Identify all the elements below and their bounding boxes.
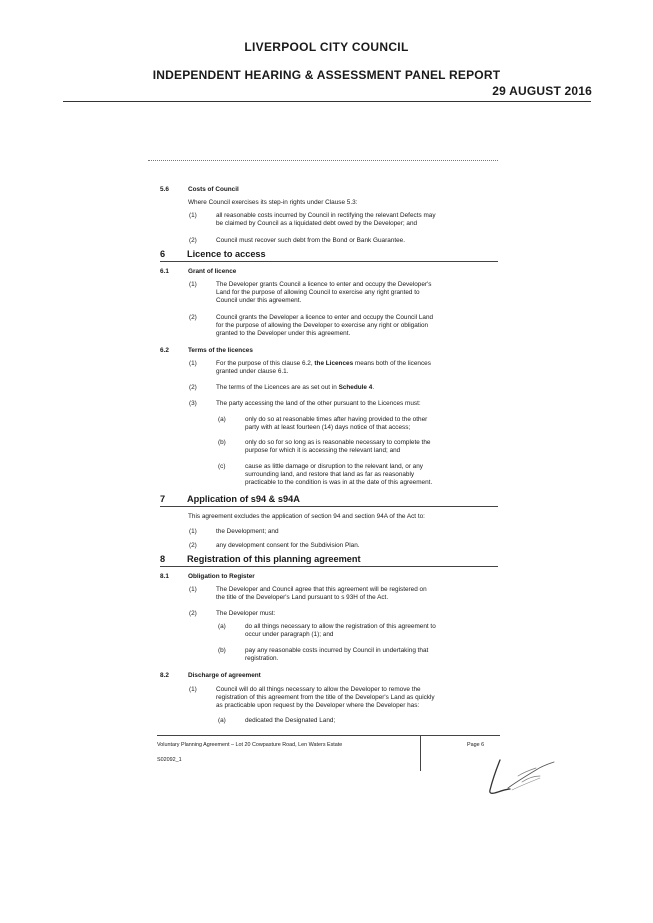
item-text-line <box>216 384 498 392</box>
item-text-line: Council must recover such debt from the Bond or Bank Guarantee. <box>216 237 405 244</box>
clause-title: Obligation to Register <box>188 573 255 580</box>
item-number: (2) <box>189 384 197 391</box>
handwritten-signature <box>478 756 558 800</box>
item-number: (2) <box>189 237 197 244</box>
item-text-line: be claimed by Council as a liquidated debt owed by the Developer; and <box>216 220 418 227</box>
subitem-text-line: dedicated the Designated Land; <box>245 717 336 724</box>
subitem-letter: (c) <box>218 463 226 470</box>
item-text-line: all reasonable costs incurred by Council in rectifying the relevant Defects may <box>216 212 436 219</box>
subitem-letter: (a) <box>218 623 226 630</box>
item-number: (2) <box>189 610 197 617</box>
document-reference: S02092_1 <box>157 757 182 763</box>
footer-divider <box>157 735 500 736</box>
subitem-text-line: only do so at reasonable times after having provided to the other <box>245 416 428 423</box>
item-text-part: The terms of the Licences are as set out in <box>216 384 339 391</box>
item-text-line: Council grants the Developer a licence to enter and occupy the Council Land <box>216 314 434 321</box>
section-title: Licence to access <box>187 249 266 259</box>
subitem-letter: (b) <box>218 647 226 654</box>
item-number: (3) <box>189 400 197 407</box>
section-title: Application of s94 & s94A <box>187 494 300 504</box>
subitem-text-line: occur under paragraph (1); and <box>245 631 334 638</box>
section-heading <box>160 250 498 262</box>
item-text-line: as practicable upon request by the Developer where the Developer has: <box>216 702 420 709</box>
clause-title: Terms of the licences <box>188 347 253 354</box>
clause-number: 6.2 <box>160 347 169 354</box>
item-text-part: For the purpose of this clause 6.2, <box>216 360 315 367</box>
item-number: (1) <box>189 586 197 593</box>
page-number: Page 6 <box>467 742 485 748</box>
item-text-line <box>216 360 498 368</box>
footer-separator <box>420 735 421 771</box>
item-number: (1) <box>189 360 197 367</box>
item-text-part: . <box>372 384 375 391</box>
clause-number: 6.1 <box>160 268 169 275</box>
section-number: 6 <box>160 249 166 259</box>
subitem-text-line: party with at least fourteen (14) days notice of that access; <box>245 424 411 431</box>
report-date: 29 AUGUST 2016 <box>492 84 592 98</box>
section-number: 7 <box>160 494 166 504</box>
clause-title: Discharge of agreement <box>188 672 261 679</box>
subitem-text-line: cause as little damage or disruption to the relevant land, or any <box>245 463 423 470</box>
subitem-text-line: do all things necessary to allow the registration of this agreement to <box>245 623 436 630</box>
item-text-line: The Developer must: <box>216 610 276 617</box>
subitem-letter: (b) <box>218 439 226 446</box>
subitem-text-line: surrounding land, and restore that land as far as reasonably <box>245 471 415 478</box>
defined-term: the Licences <box>314 360 354 367</box>
section-heading <box>160 495 498 507</box>
clause-text: Where Council exercises its step-in rights under Clause 5.3: <box>188 199 358 206</box>
item-text-line: The Developer grants Council a licence to enter and occupy the Developer's <box>216 281 432 288</box>
item-text-line: registration of this agreement from the title of the Developer's Land as quickly <box>216 694 435 701</box>
section-heading <box>160 555 498 567</box>
item-text-part: means both of the licences <box>353 360 431 367</box>
subitem-text-line: registration. <box>245 655 279 662</box>
item-number: (2) <box>189 314 197 321</box>
subitem-text-line: only do so for so long as is reasonable necessary to complete the <box>245 439 431 446</box>
subitem-text-line: practicable to the condition is was in at the date of this agreement. <box>245 479 433 486</box>
item-text-line: any development consent for the Subdivision Plan. <box>216 542 360 549</box>
item-text-line: for the purpose of allowing the Developer to exercise any right or obligation <box>216 322 429 329</box>
item-text-line: the title of the Developer's Land pursuant to s 93H of the Act. <box>216 594 389 601</box>
clause-title: Costs of Council <box>188 186 239 193</box>
item-number: (2) <box>189 542 197 549</box>
section-title: Registration of this planning agreement <box>187 554 361 564</box>
council-name: LIVERPOOL CITY COUNCIL <box>244 40 409 54</box>
subitem-letter: (a) <box>218 416 226 423</box>
dotted-divider <box>148 160 498 161</box>
clause-text: This agreement excludes the application of section 94 and section 94A of the Act to: <box>188 513 425 520</box>
clause-number: 8.2 <box>160 672 169 679</box>
clause-title: Grant of licence <box>188 268 237 275</box>
item-text-line: granted under clause 6.1. <box>216 368 289 375</box>
item-text-line: the Development; and <box>216 528 279 535</box>
section-number: 8 <box>160 554 166 564</box>
footer-document-title: Voluntary Planning Agreement – Lot 20 Cowpasture Road, Len Waters Estate <box>157 742 343 748</box>
item-text-line: The Developer and Council agree that this agreement will be registered on <box>216 586 427 593</box>
item-number: (1) <box>189 528 197 535</box>
item-text-line: Council under this agreement. <box>216 297 302 304</box>
header-divider <box>63 101 591 102</box>
subitem-letter: (a) <box>218 717 226 724</box>
subitem-text-line: pay any reasonable costs incurred by Council in undertaking that <box>245 647 429 654</box>
subitem-text-line: purpose for which it is accessing the relevant land; and <box>245 447 401 454</box>
item-number: (1) <box>189 281 197 288</box>
item-text-line: granted to the Developer under this agreement. <box>216 330 351 337</box>
clause-number: 5.6 <box>160 186 169 193</box>
item-number: (1) <box>189 686 197 693</box>
clause-number: 8.1 <box>160 573 169 580</box>
item-text-line: Land for the purpose of allowing Council to exercise any right granted to <box>216 289 420 296</box>
report-title: INDEPENDENT HEARING & ASSESSMENT PANEL REPORT <box>152 68 501 82</box>
item-text-line: The party accessing the land of the other pursuant to the Licences must: <box>216 400 421 407</box>
item-number: (1) <box>189 212 197 219</box>
item-text-line: Council will do all things necessary to allow the Developer to remove the <box>216 686 421 693</box>
schedule-reference: Schedule 4 <box>338 384 373 391</box>
